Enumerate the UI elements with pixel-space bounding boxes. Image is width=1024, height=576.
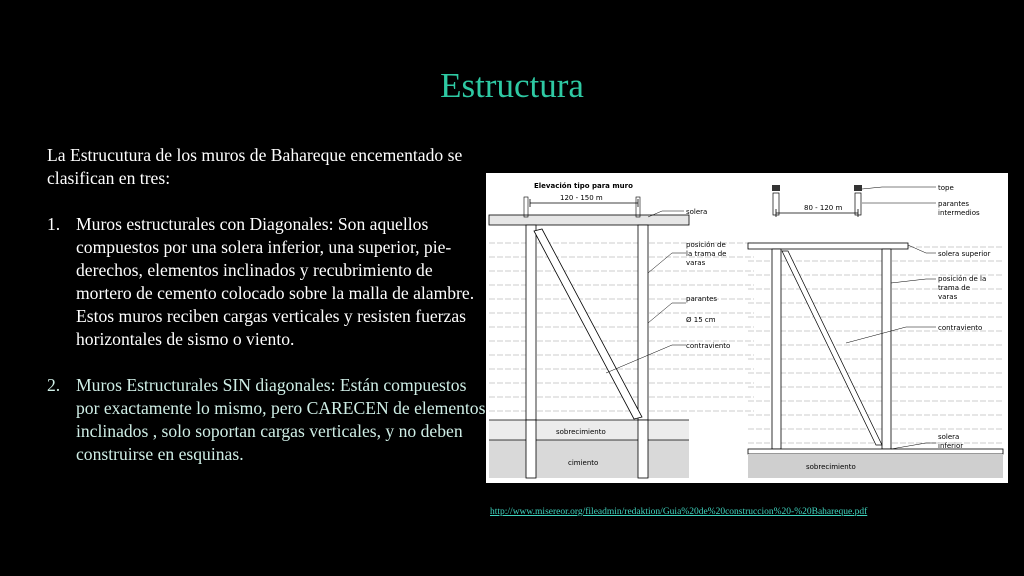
right-sobrecimiento [748,454,1003,478]
label-trama-r1: posición de la [938,275,987,283]
wall-structure-diagram [486,173,1008,483]
right-elev-post-right [882,249,891,449]
label-diametro: Ø 15 cm [686,316,716,324]
label-contraviento-left: contraviento [686,342,731,350]
intro-paragraph: La Estrucutura de los muros de Bahareque encementado se clasifican en tres: [47,145,463,188]
label-solera-superior: solera superior [938,250,991,258]
tope-cap [772,185,780,191]
list-item [47,374,487,466]
diagram-svg [486,173,1008,483]
label-tope: tope [938,184,954,192]
label-trama-r2: trama de [938,284,970,292]
list-item [47,213,487,351]
label-parantes-int-1: parantes [938,200,970,208]
source-link[interactable]: http://www.misereor.org/fileadmin/redaktion/Guia%20de%20construccion%20-%20Bahareque.pdf [490,507,868,517]
solera-superior [748,243,908,249]
label-trama-3: varas [686,259,706,267]
right-elev-post-left [772,249,781,449]
label-trama-1: posición de [686,241,726,249]
item-text: Muros estructurales con Diagonales: Son aquellos compuestos por una solera inferior, una superior, pie-derechos, elementos inclinados y recubrimiento de mortero de cemento colocado sobre la malla de alambre. Estos muros reciben cargas verticales y resisten fuerzas horizontales de sismo o viento [76,214,475,349]
diagonal-brace [534,229,642,419]
label-sobrecimiento-right: sobrecimiento [806,463,856,471]
label-parantes-int-2: intermedios [938,209,980,217]
item-text-cont: CARECEN de elementos inclinados , solo soportan cargas verticales, y no deben construirse en esquinas. [76,398,486,464]
slide-body [47,144,487,466]
solera-inferior [748,449,1003,454]
right-dimension: 80 - 120 m [804,204,843,212]
right-diagonal [782,251,882,445]
item-end: . [290,329,295,349]
label-parantes: parantes [686,295,718,303]
left-dimension: 120 - 150 m [560,194,603,202]
list-number: 1. [47,214,61,234]
hatch-lines [489,243,1003,443]
label-contraviento-right: contraviento [938,324,983,332]
label-cimiento: cimiento [568,459,599,467]
label-sobrecimiento-left: sobrecimiento [556,428,606,436]
item-text: Muros Estructurales SIN diagonales: Están compuestos por exactamente lo mismo, pero [76,375,467,418]
diagram-heading: Elevación tipo para muro [534,182,633,190]
label-trama-r3: varas [938,293,958,301]
list-number: 2. [47,375,61,395]
label-trama-2: la trama de [686,250,727,258]
label-solera: solera [686,208,708,216]
slide-title: Estructura [440,66,584,105]
label-solera-inf-2: inferior [938,442,964,450]
top-plate [489,215,689,225]
label-solera-inf-1: solera [938,433,960,441]
